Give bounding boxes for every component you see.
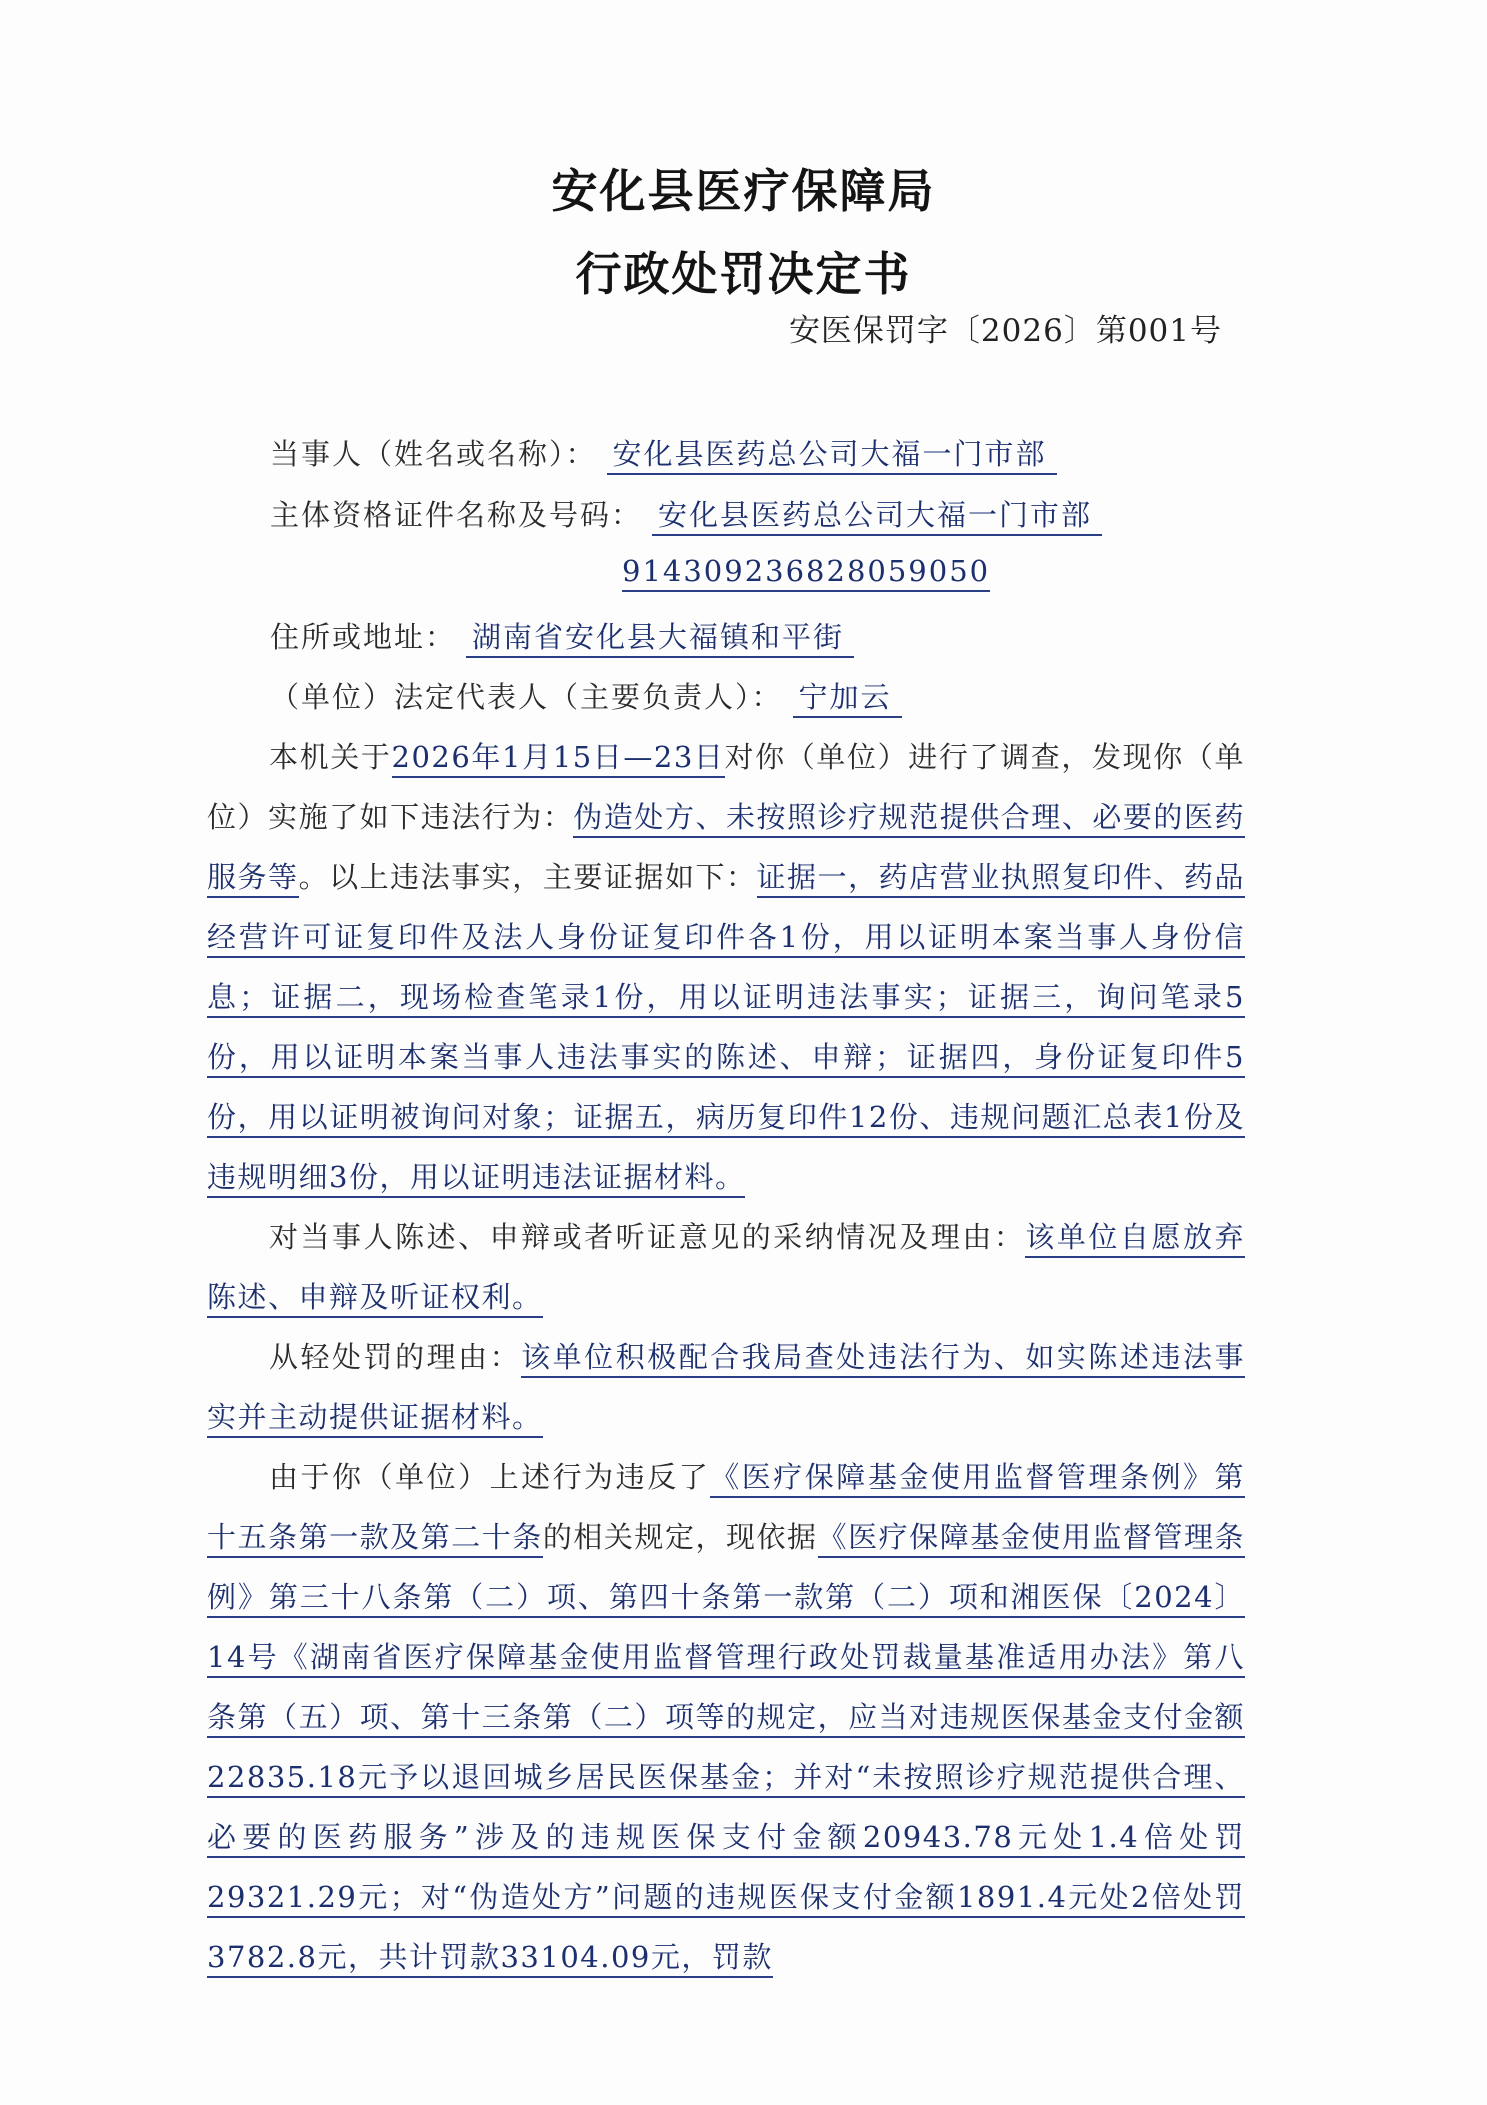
party-representative-label: （单位）法定代表人（主要负责人）： [270,680,783,714]
evidence-list: 证据一，药店营业执照复印件、药品经营许可证复印件及法人身份证复印件各1份，用以证明本案当事人身份信息；证据二，现场检查笔录1份，用以证明违法事实；证据三，询问笔录5份，用以证明本案当事人违法事实的陈述、申辩；证据四，身份证复印件5份，用以证明被询问对象；证据五，病历复印件12份、违规问题汇总表1份及违规明细3份，用以证明违法证据材料。 [207,860,1245,1198]
party-name-row [270,432,1057,473]
party-cert-number-row [622,554,990,588]
party-address-label: 住所或地址： [270,620,457,654]
p2-text-a: 对当事人陈述、申辩或者听证意见的采纳情况及理由： [269,1220,1026,1254]
investigation-paragraph [207,727,1245,1207]
statement-adoption: 该单位自愿放弃陈述、申辩及听证权利。 [207,1220,1245,1318]
investigation-date: 2026年1月15日—23日 [392,740,725,778]
penalty-legal-basis: 《医疗保障基金使用监督管理条例》第三十八条第（二）项、第四十条第一款第（二）项和湘医保〔2024〕14号《湖南省医疗保障基金使用监督管理行政处罚裁量基准适用办法》第八条第（五）项、第十三条第（二）项等的规定，应当对违规医保基金支付金额22835.18元予以退回城乡居民医保基金；并对“未按照诊疗规范提供合理、必要的医药服务”涉及的违规医保支付金额20943.78元处1.4倍处罚29321.29元；对“伪造处方”问题的违规医保支付金额1891.4元处2倍处罚3782.8元，共计罚款33104.09元，罚款 [207,1520,1245,1978]
party-cert-row [270,493,1102,534]
mitigation-reason: 该单位积极配合我局查处违法行为、如实陈述违法事实并主动提供证据材料。 [207,1340,1245,1438]
party-cert-value: 安化县医药总公司大福一门市部 [652,498,1102,536]
party-cert-number: 914309236828059050 [622,554,990,592]
p1-text-b: 对你（单位）进行了调查，发现你（单位）实施了如下违法行为： [207,740,1245,834]
party-name-value: 安化县医药总公司大福一门市部 [607,437,1057,475]
statement-paragraph [207,1207,1245,1327]
p4-text-a: 由于你（单位）上述行为违反了 [269,1460,711,1494]
document-org-title: 安化县医疗保障局 [551,164,936,218]
p1-text-a: 本机关于 [269,740,392,774]
penalty-basis-paragraph [207,1447,1245,1987]
party-name-label: 当事人（姓名或名称）： [270,437,597,471]
violated-regulation: 《医疗保障基金使用监督管理条例》第十五条第一款及第二十条 [207,1460,1245,1558]
p1-text-c: 。以上违法事实，主要证据如下： [298,860,757,894]
party-representative-value: 宁加云 [793,680,902,718]
party-address-row [270,615,854,656]
document-number: 安医保罚字〔2026〕第001号 [788,313,1222,349]
party-address-value: 湖南省安化县大福镇和平街 [466,620,854,658]
p3-text-a: 从轻处罚的理由： [269,1340,522,1374]
mitigation-paragraph [207,1327,1245,1447]
p4-text-b: 的相关规定，现依据 [542,1520,818,1554]
party-representative-row [270,675,902,716]
violation-description: 伪造处方、未按照诊疗规范提供合理、必要的医药服务等 [207,800,1245,898]
party-cert-label: 主体资格证件名称及号码： [270,498,643,532]
document-type-title: 行政处罚决定书 [575,247,912,301]
